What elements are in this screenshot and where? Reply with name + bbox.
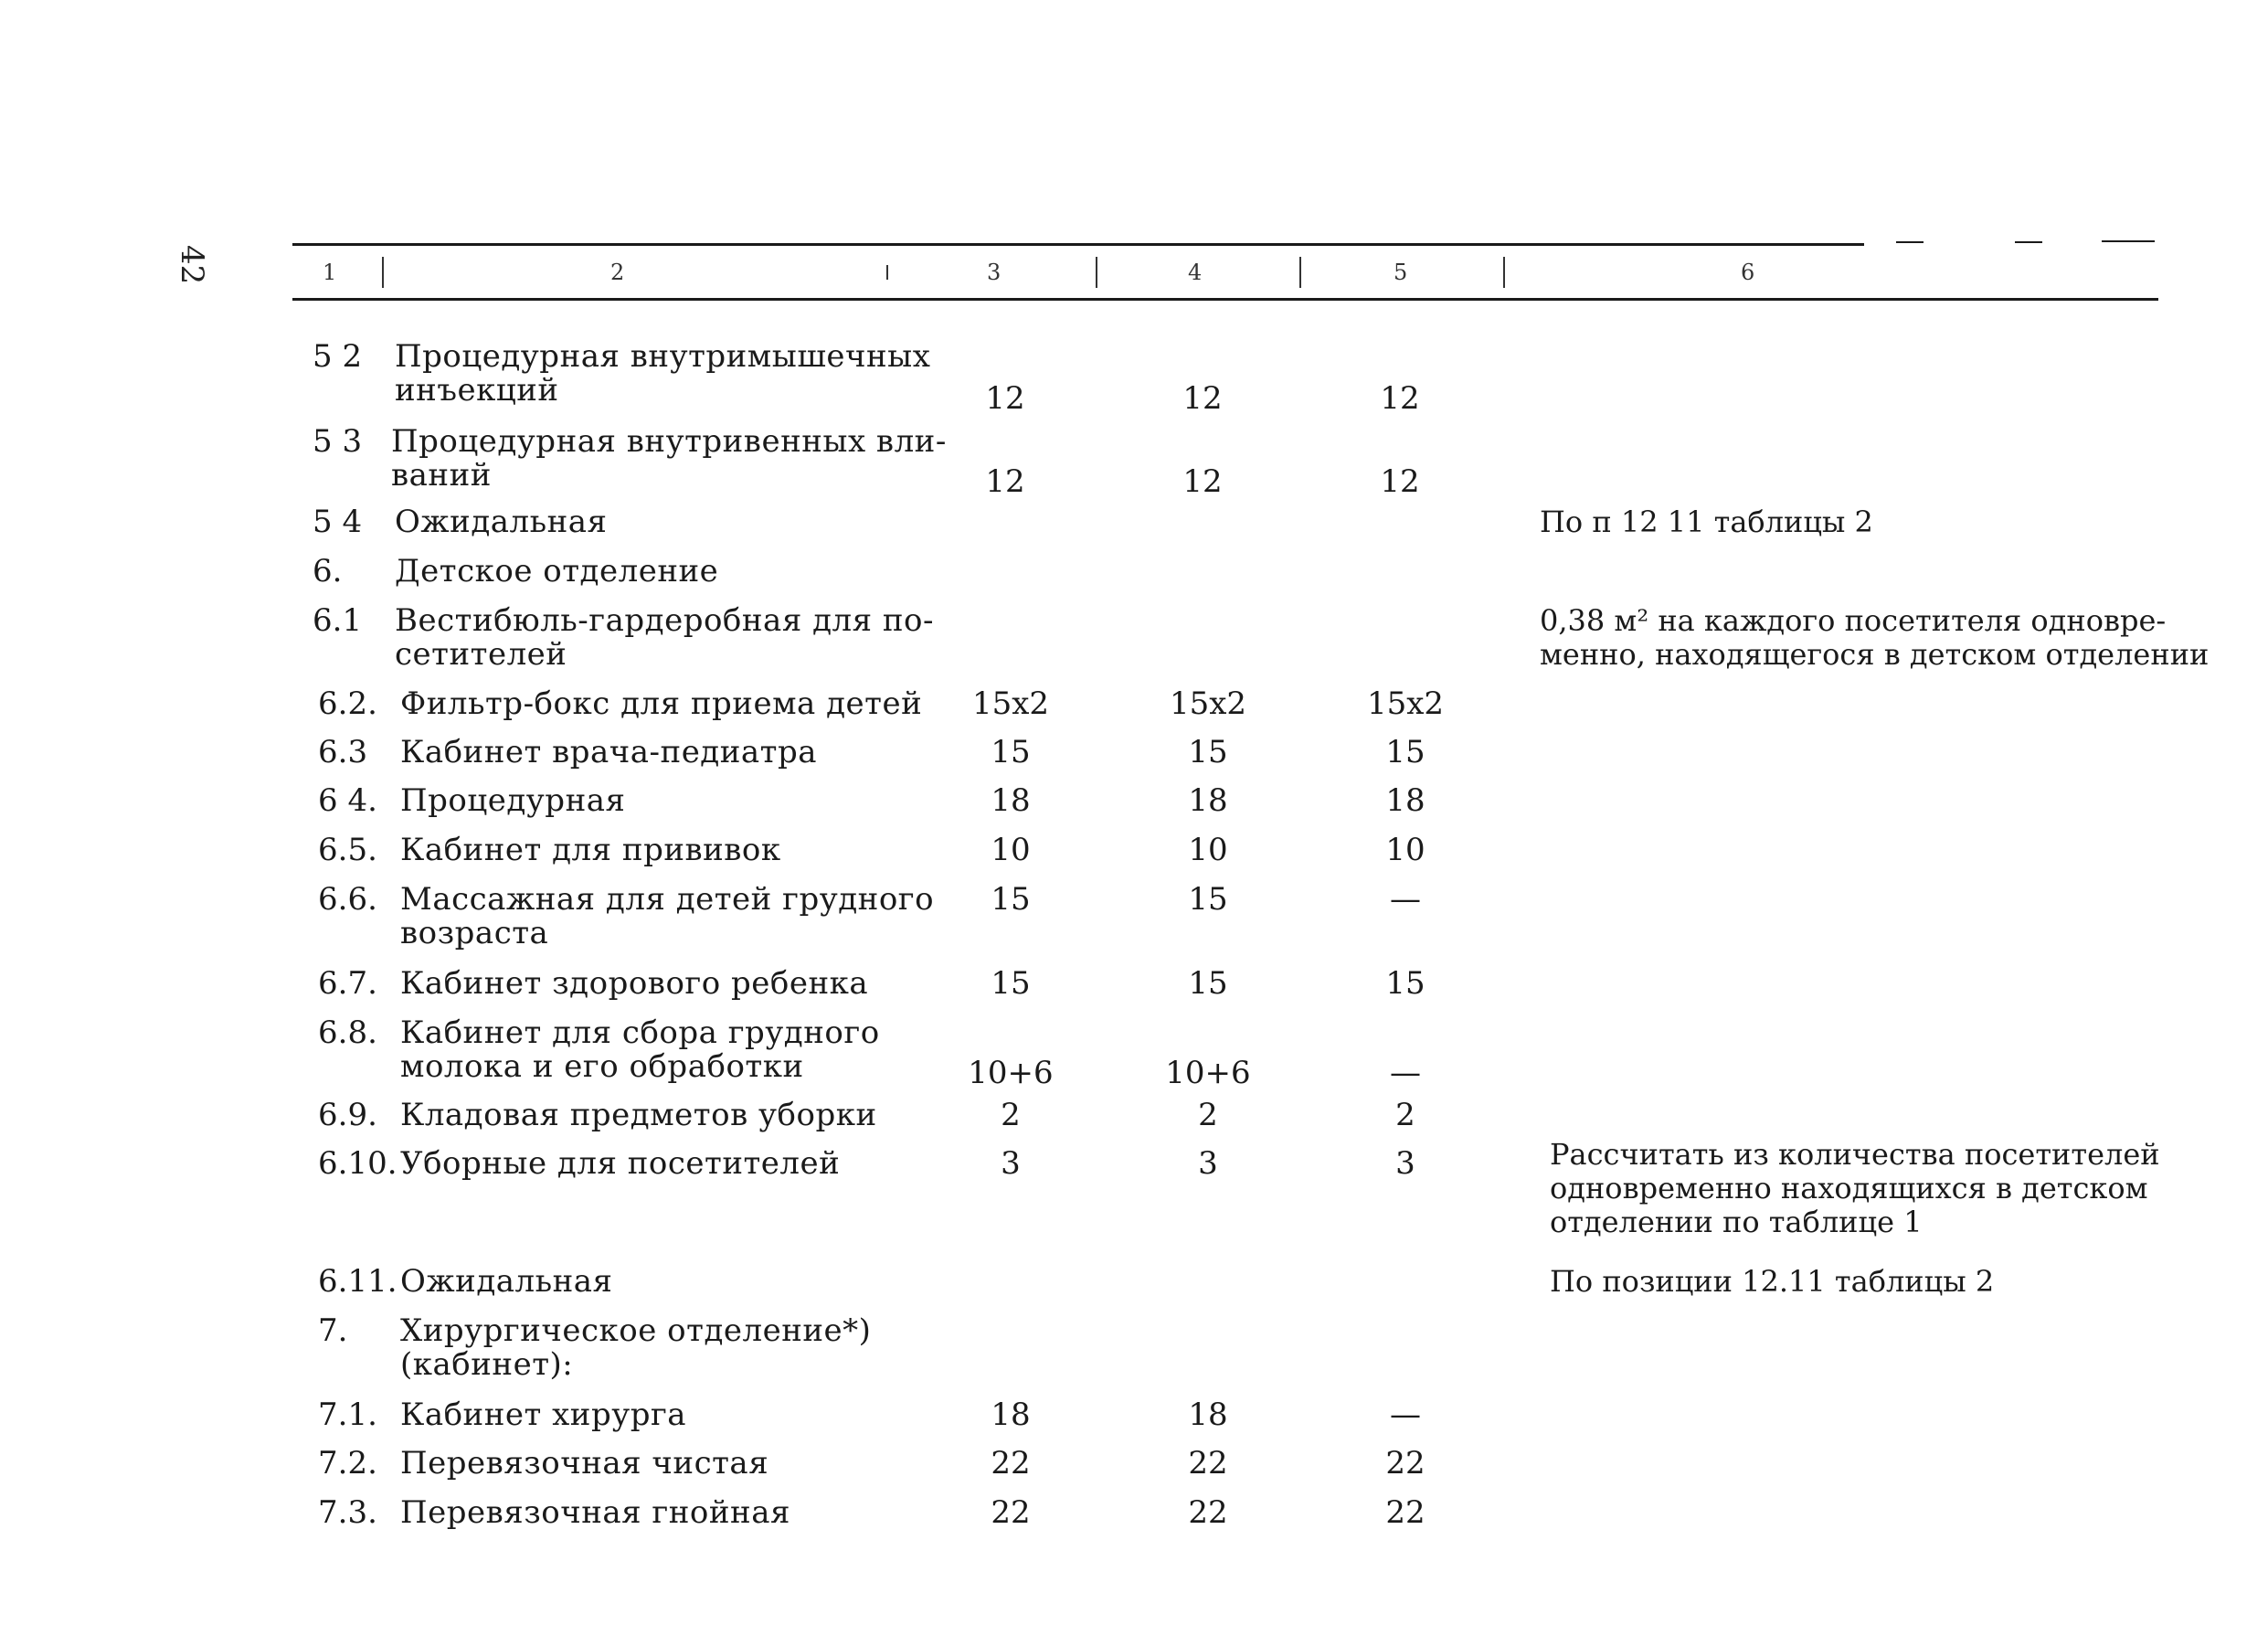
value-col-4: 10 bbox=[1188, 832, 1228, 868]
value-col-5: 15 bbox=[1385, 965, 1425, 1002]
row-name: ваний bbox=[391, 457, 492, 494]
column-separator bbox=[1503, 257, 1505, 288]
column-separator bbox=[1299, 257, 1301, 288]
row-name: Кабинет для сбора грудного bbox=[400, 1014, 880, 1051]
row-number: 5 4 bbox=[313, 504, 363, 540]
table-top-rule-dash bbox=[2102, 240, 2155, 242]
row-number: 6.5. bbox=[318, 832, 377, 868]
value-col-3: 15 bbox=[991, 881, 1031, 918]
row-name: Процедурная bbox=[400, 782, 626, 819]
value-col-3: 3 bbox=[1001, 1145, 1021, 1182]
table-top-rule-dash bbox=[1896, 241, 1924, 243]
row-name: Процедурная внутривенных вли- bbox=[391, 423, 947, 460]
value-col-3: 15 bbox=[991, 734, 1031, 770]
row-name: (кабинет): bbox=[400, 1346, 574, 1383]
row-name: Перевязочная гнойная bbox=[400, 1494, 790, 1531]
column-separator bbox=[1096, 257, 1097, 288]
row-name: инъекций bbox=[395, 372, 559, 409]
table-header-rule bbox=[292, 298, 2158, 301]
column-header-6: 6 bbox=[1741, 260, 1755, 285]
column-header-2: 2 bbox=[610, 260, 625, 285]
table-top-rule bbox=[292, 243, 1864, 246]
row-note: Рассчитать из количества посетителей bbox=[1550, 1137, 2160, 1172]
value-col-3: 12 bbox=[985, 463, 1025, 500]
row-number: 7.2. bbox=[318, 1445, 377, 1482]
row-name: Процедурная внутримышечных bbox=[395, 338, 931, 375]
value-col-3: 22 bbox=[991, 1445, 1031, 1482]
value-col-5: — bbox=[1390, 881, 1421, 918]
value-col-5: 22 bbox=[1385, 1445, 1425, 1482]
row-number: 6.7. bbox=[318, 965, 377, 1002]
row-number: 7.3. bbox=[318, 1494, 377, 1531]
value-col-4: 15х2 bbox=[1169, 685, 1247, 722]
value-col-3: 2 bbox=[1001, 1097, 1021, 1133]
row-number: 6.1 bbox=[313, 602, 363, 639]
row-name: Фильтр-бокс для приема детей bbox=[400, 685, 923, 722]
value-col-5: 15 bbox=[1385, 734, 1425, 770]
value-col-3: 15 bbox=[991, 965, 1031, 1002]
value-col-3: 10+6 bbox=[968, 1055, 1054, 1091]
row-name: Кабинет для прививок bbox=[400, 832, 781, 868]
value-col-3: 12 bbox=[985, 380, 1025, 417]
row-number: 5 2 bbox=[313, 338, 363, 375]
row-note: менно, находящегося в детском отделении bbox=[1540, 637, 2210, 672]
value-col-5: — bbox=[1390, 1055, 1421, 1091]
row-number: 6. bbox=[313, 553, 343, 589]
row-number: 6.11. bbox=[318, 1263, 397, 1300]
value-col-5: 10 bbox=[1385, 832, 1425, 868]
row-name: Кладовая предметов уборки bbox=[400, 1097, 877, 1133]
value-col-4: 2 bbox=[1198, 1097, 1218, 1133]
value-col-3: 15х2 bbox=[971, 685, 1050, 722]
value-col-4: 15 bbox=[1188, 965, 1228, 1002]
row-number: 7.1. bbox=[318, 1397, 377, 1433]
row-name: Уборные для посетителей bbox=[400, 1145, 841, 1182]
row-number: 6.6. bbox=[318, 881, 377, 918]
value-col-4: 18 bbox=[1188, 782, 1228, 819]
row-name: Вестибюль-гардеробная для по- bbox=[395, 602, 934, 639]
row-name: Кабинет хирурга bbox=[400, 1397, 687, 1433]
row-note: По позиции 12.11 таблицы 2 bbox=[1550, 1264, 1995, 1299]
row-note: одновременно находящихся в детском bbox=[1550, 1171, 2148, 1205]
column-header-4: 4 bbox=[1188, 260, 1203, 285]
value-col-4: 22 bbox=[1188, 1445, 1228, 1482]
value-col-5: 2 bbox=[1395, 1097, 1415, 1133]
value-col-5: 12 bbox=[1380, 463, 1420, 500]
row-number: 7. bbox=[318, 1312, 348, 1349]
page-number: 42 bbox=[174, 245, 210, 285]
value-col-5: 12 bbox=[1380, 380, 1420, 417]
value-col-4: 12 bbox=[1182, 380, 1223, 417]
row-name: Кабинет врача-педиатра bbox=[400, 734, 818, 770]
value-col-5: 3 bbox=[1395, 1145, 1415, 1182]
column-separator bbox=[382, 257, 384, 288]
row-name: Детское отделение bbox=[395, 553, 719, 589]
row-note: отделении по таблице 1 bbox=[1550, 1205, 1923, 1239]
value-col-5: — bbox=[1390, 1397, 1421, 1433]
column-header-5: 5 bbox=[1394, 260, 1408, 285]
value-col-4: 10+6 bbox=[1165, 1055, 1251, 1091]
row-number: 6.3 bbox=[318, 734, 368, 770]
value-col-3: 18 bbox=[991, 782, 1031, 819]
value-col-4: 12 bbox=[1182, 463, 1223, 500]
row-number: 6 4. bbox=[318, 782, 377, 819]
value-col-5: 15х2 bbox=[1366, 685, 1445, 722]
row-number: 6.9. bbox=[318, 1097, 377, 1133]
row-number: 6.2. bbox=[318, 685, 377, 722]
row-name: Массажная для детей грудного bbox=[400, 881, 935, 918]
row-name: Перевязочная чистая bbox=[400, 1445, 769, 1482]
column-separator bbox=[886, 265, 888, 280]
value-col-4: 22 bbox=[1188, 1494, 1228, 1531]
column-header-1: 1 bbox=[323, 260, 337, 285]
value-col-5: 22 bbox=[1385, 1494, 1425, 1531]
row-note: 0,38 м² на каждого посетителя одновре- bbox=[1540, 603, 2167, 638]
table-top-rule-dash bbox=[2015, 241, 2042, 243]
value-col-4: 15 bbox=[1188, 881, 1228, 918]
row-number: 6.10. bbox=[318, 1145, 397, 1182]
row-name: возраста bbox=[400, 915, 549, 951]
row-number: 5 3 bbox=[313, 423, 363, 460]
row-name: Ожидальная bbox=[395, 504, 608, 540]
value-col-4: 15 bbox=[1188, 734, 1228, 770]
row-note: По п 12 11 таблицы 2 bbox=[1540, 504, 1873, 539]
row-name: Ожидальная bbox=[400, 1263, 613, 1300]
row-name: молока и его обработки bbox=[400, 1048, 804, 1085]
row-name: Кабинет здорового ребенка bbox=[400, 965, 869, 1002]
value-col-5: 18 bbox=[1385, 782, 1425, 819]
row-number: 6.8. bbox=[318, 1014, 377, 1051]
value-col-3: 18 bbox=[991, 1397, 1031, 1433]
column-header-3: 3 bbox=[987, 260, 1002, 285]
row-name: Хирургическое отделение*) bbox=[400, 1312, 872, 1349]
value-col-4: 3 bbox=[1198, 1145, 1218, 1182]
value-col-4: 18 bbox=[1188, 1397, 1228, 1433]
row-name: сетителей bbox=[395, 636, 567, 673]
value-col-3: 22 bbox=[991, 1494, 1031, 1531]
value-col-3: 10 bbox=[991, 832, 1031, 868]
